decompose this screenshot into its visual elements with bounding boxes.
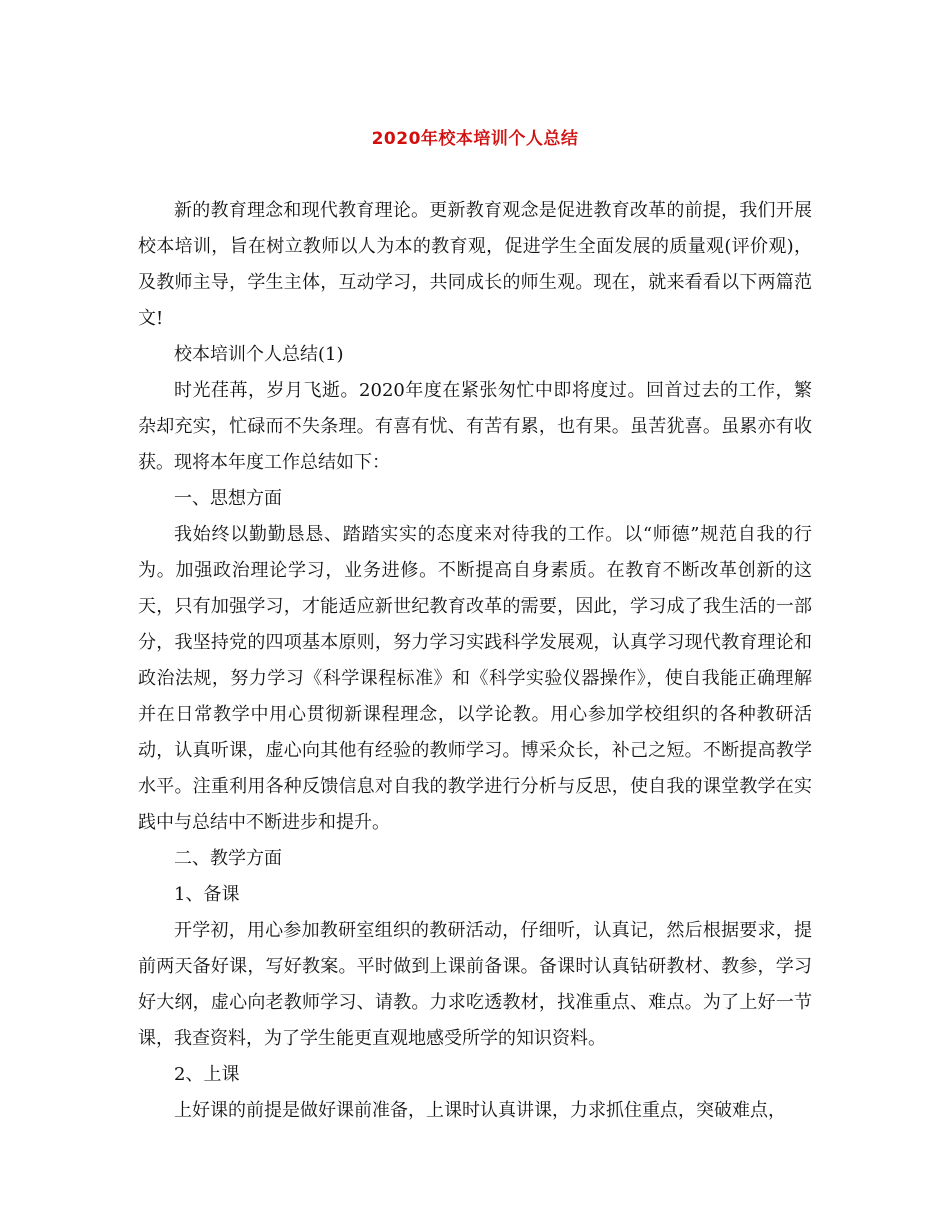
subheading-lesson-prep: 1、备课: [174, 884, 240, 905]
opening-paragraph: 时光荏苒，岁月飞逝。2020年度在紧张匆忙中即将度过。回首过去的工作，繁杂却充实，忙碌而不失条理。有喜有忧、有苦有累，也有果。虽苦犹喜。虽累亦有收获。现将本年度工作总结如下：: [138, 380, 812, 473]
intro-paragraph: 新的教育理念和现代教育理论。更新教育观念是促进教育改革的前提，我们开展校本培训，旨在树立教师以人为本的教育观，促进学生全面发展的质量观(评价观)，及教师主导，学生主体，互动学习，共同成长的师生观。现在，就来看看以下两篇范文!: [138, 200, 812, 329]
ideology-paragraph: 我始终以勤勤恳恳、踏踏实实的态度来对待我的工作。以“师德”规范自我的行为。加强政治理论学习，业务进修。不断提高自身素质。在教育不断改革创新的这天，只有加强学习，才能适应新世纪教育改革的需要，因此，学习成了我生活的一部分，我坚持党的四项基本原则，努力学习实践科学发展观，认真学习现代教育理论和政治法规，努力学习《科学课程标准》和《科学实验仪器操作》，使自我能正确理解并在日常教学中用心贯彻新课程理念，以学论教。用心参加学校组织的各种教研活动，认真听课，虚心向其他有经验的教师学习。博采众长，补己之短。不断提高教学水平。注重利用各种反馈信息对自我的教学进行分析与反思，使自我的课堂教学在实践中与总结中不断进步和提升。: [138, 524, 812, 833]
subheading-class: 2、上课: [174, 1064, 240, 1085]
section-heading-teaching: 二、教学方面: [174, 848, 282, 869]
class-paragraph: 上好课的前提是做好课前准备，上课时认真讲课，力求抓住重点，突破难点，: [174, 1100, 786, 1121]
section-heading-ideology: 一、思想方面: [174, 488, 282, 509]
document-body: [138, 193, 812, 1129]
document-title: 2020年校本培训个人总结: [371, 129, 579, 149]
section-heading-summary-1: 校本培训个人总结(1): [174, 344, 344, 365]
lesson-prep-paragraph: 开学初，用心参加教研室组织的教研活动，仔细听，认真记，然后根据要求，提前两天备好课，写好教案。平时做到上课前备课。备课时认真钻研教材、教参，学习好大纲，虚心向老教师学习、请教。力求吃透教材，找准重点、难点。为了上好一节课，我查资料，为了学生能更直观地感受所学的知识资料。: [138, 920, 812, 1049]
